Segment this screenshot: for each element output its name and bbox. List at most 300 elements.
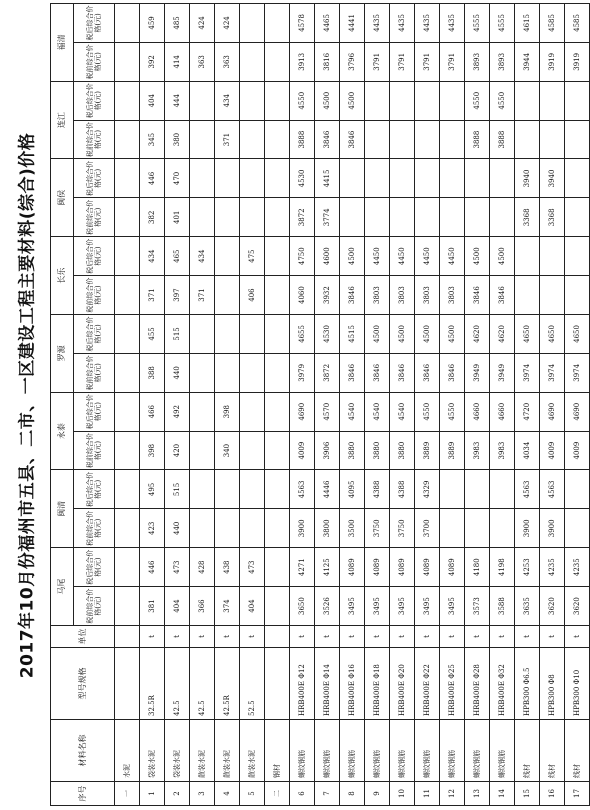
- posttax-price: 4530: [315, 315, 340, 354]
- pretax-price: [215, 198, 240, 237]
- posttax-price: 424: [190, 4, 215, 43]
- pretax-price: [490, 198, 515, 237]
- unit-cell: t: [315, 626, 340, 648]
- pretax-price: [440, 120, 465, 159]
- posttax-price: [515, 237, 540, 276]
- empty-cell: [265, 648, 290, 720]
- header-region: 罗源: [51, 315, 74, 393]
- unit-cell: t: [140, 626, 165, 648]
- posttax-price: 4690: [540, 392, 565, 431]
- spec-cell: 42.5: [165, 648, 190, 720]
- pretax-price: [240, 509, 265, 548]
- posttax-price: 4450: [415, 237, 440, 276]
- pretax-price: 3974: [540, 353, 565, 392]
- unit-cell: t: [240, 626, 265, 648]
- posttax-price: 4198: [490, 548, 515, 587]
- posttax-price: 4500: [490, 237, 515, 276]
- pretax-price: 3846: [440, 353, 465, 392]
- pretax-price: 345: [140, 120, 165, 159]
- posttax-price: [440, 470, 465, 509]
- posttax-price: 485: [165, 4, 190, 43]
- posttax-price: 4180: [465, 548, 490, 587]
- pretax-price: 381: [140, 587, 165, 626]
- pretax-price: [340, 198, 365, 237]
- posttax-price: [190, 81, 215, 120]
- page-title-container: [10, 0, 40, 810]
- empty-cell: [115, 159, 140, 198]
- empty-cell: [115, 315, 140, 354]
- posttax-price: [190, 392, 215, 431]
- pretax-price: 388: [140, 353, 165, 392]
- pretax-price: 401: [165, 198, 190, 237]
- unit-cell: t: [340, 626, 365, 648]
- posttax-price: 455: [140, 315, 165, 354]
- posttax-price: 4585: [540, 4, 565, 43]
- posttax-price: [415, 159, 440, 198]
- posttax-price: [565, 81, 590, 120]
- header-region: 长乐: [51, 237, 74, 315]
- table-row: [515, 4, 540, 806]
- material-name: 螺纹钢筋: [340, 720, 365, 782]
- pretax-price: [190, 198, 215, 237]
- unit-cell: t: [165, 626, 190, 648]
- header-pretax: 税前综合价格(元): [74, 42, 115, 81]
- spec-cell: 52.5: [240, 648, 265, 720]
- posttax-price: 4500: [365, 315, 390, 354]
- posttax-price: [365, 159, 390, 198]
- pretax-price: [440, 509, 465, 548]
- posttax-price: 4550: [465, 81, 490, 120]
- posttax-price: [240, 392, 265, 431]
- header-region: 永泰: [51, 392, 74, 470]
- posttax-price: [365, 81, 390, 120]
- posttax-price: 4585: [565, 4, 590, 43]
- posttax-price: 473: [165, 548, 190, 587]
- row-seq: 10: [390, 782, 415, 806]
- spec-cell: HRB400E Φ16: [340, 648, 365, 720]
- posttax-price: [440, 81, 465, 120]
- row-seq: 4: [215, 782, 240, 806]
- pretax-price: [415, 120, 440, 159]
- section-row: [115, 4, 140, 806]
- pretax-price: [415, 198, 440, 237]
- posttax-price: 4615: [515, 4, 540, 43]
- table-row: [140, 4, 165, 806]
- material-name: 螺纹钢筋: [290, 720, 315, 782]
- empty-cell: [115, 626, 140, 648]
- pretax-price: 3888: [465, 120, 490, 159]
- empty-cell: [265, 509, 290, 548]
- pretax-price: 3932: [315, 276, 340, 315]
- unit-cell: t: [490, 626, 515, 648]
- material-name: 散装水泥: [240, 720, 265, 782]
- posttax-price: 4500: [315, 81, 340, 120]
- pretax-price: [390, 198, 415, 237]
- header-posttax: 税后综合价格(元): [74, 470, 115, 509]
- pretax-price: 3983: [490, 431, 515, 470]
- pretax-price: 4060: [290, 276, 315, 315]
- posttax-price: 4550: [415, 392, 440, 431]
- posttax-price: 4550: [490, 81, 515, 120]
- pretax-price: 3846: [415, 353, 440, 392]
- header-posttax: 税后综合价格(元): [74, 315, 115, 354]
- posttax-price: 459: [140, 4, 165, 43]
- material-name: 螺纹钢筋: [490, 720, 515, 782]
- table-row: [365, 4, 390, 806]
- section-name: 钢材: [265, 720, 290, 782]
- posttax-price: 466: [140, 392, 165, 431]
- unit-cell: t: [290, 626, 315, 648]
- posttax-price: [240, 81, 265, 120]
- posttax-price: 4089: [340, 548, 365, 587]
- pretax-price: 3526: [315, 587, 340, 626]
- posttax-price: [540, 81, 565, 120]
- pretax-price: [240, 42, 265, 81]
- posttax-price: [490, 159, 515, 198]
- header-posttax: 税后综合价格(元): [74, 392, 115, 431]
- pretax-price: 3893: [465, 42, 490, 81]
- header-pretax: 税前综合价格(元): [74, 431, 115, 470]
- empty-cell: [265, 315, 290, 354]
- header-material: 材料名称: [51, 720, 115, 782]
- pretax-price: [190, 509, 215, 548]
- posttax-price: [240, 4, 265, 43]
- posttax-price: [215, 237, 240, 276]
- pretax-price: 404: [165, 587, 190, 626]
- header-spec: 型号规格: [51, 648, 115, 720]
- header-pretax: 税前综合价格(元): [74, 276, 115, 315]
- empty-cell: [115, 431, 140, 470]
- table-header: [51, 4, 115, 806]
- header-region: 闽侯: [51, 159, 74, 237]
- pretax-price: 3974: [515, 353, 540, 392]
- section-name: 水泥: [115, 720, 140, 782]
- pretax-price: [215, 353, 240, 392]
- pretax-price: 398: [140, 431, 165, 470]
- pretax-price: 3635: [515, 587, 540, 626]
- empty-cell: [115, 4, 140, 43]
- pretax-price: 3700: [415, 509, 440, 548]
- material-name: 螺纹钢筋: [415, 720, 440, 782]
- header-pretax: 税前综合价格(元): [74, 353, 115, 392]
- row-seq: 3: [190, 782, 215, 806]
- header-pretax: 税前综合价格(元): [74, 587, 115, 626]
- posttax-price: 4650: [565, 315, 590, 354]
- spec-cell: 32.5R: [140, 648, 165, 720]
- pretax-price: 3888: [290, 120, 315, 159]
- empty-cell: [115, 392, 140, 431]
- posttax-price: 4235: [565, 548, 590, 587]
- posttax-price: 492: [165, 392, 190, 431]
- spec-cell: 42.5R: [215, 648, 240, 720]
- posttax-price: [190, 470, 215, 509]
- empty-cell: [115, 648, 140, 720]
- posttax-price: 4089: [440, 548, 465, 587]
- row-seq: 1: [140, 782, 165, 806]
- table-row: [390, 4, 415, 806]
- posttax-price: 4515: [340, 315, 365, 354]
- table-row: [540, 4, 565, 806]
- row-seq: 2: [165, 782, 190, 806]
- table-row: [290, 4, 315, 806]
- posttax-price: 4555: [490, 4, 515, 43]
- empty-cell: [115, 509, 140, 548]
- posttax-price: 4550: [290, 81, 315, 120]
- pretax-price: [215, 276, 240, 315]
- posttax-price: 4446: [315, 470, 340, 509]
- header-pretax: 税前综合价格(元): [74, 198, 115, 237]
- posttax-price: 515: [165, 470, 190, 509]
- header-posttax: 税后综合价格(元): [74, 81, 115, 120]
- material-name: 线材: [540, 720, 565, 782]
- pretax-price: 3791: [415, 42, 440, 81]
- empty-cell: [265, 198, 290, 237]
- posttax-price: 465: [165, 237, 190, 276]
- header-region: 马尾: [51, 548, 74, 626]
- empty-cell: [265, 81, 290, 120]
- empty-cell: [115, 276, 140, 315]
- posttax-price: [215, 470, 240, 509]
- posttax-price: 4540: [340, 392, 365, 431]
- posttax-price: [565, 159, 590, 198]
- posttax-price: 4435: [365, 4, 390, 43]
- empty-cell: [265, 431, 290, 470]
- pretax-price: 3889: [440, 431, 465, 470]
- pretax-price: [190, 431, 215, 470]
- posttax-price: 4415: [315, 159, 340, 198]
- pretax-price: [490, 509, 515, 548]
- pretax-price: 3816: [315, 42, 340, 81]
- pretax-price: 392: [140, 42, 165, 81]
- posttax-price: [390, 81, 415, 120]
- pretax-price: 3919: [540, 42, 565, 81]
- empty-cell: [265, 353, 290, 392]
- header-posttax: 税后综合价格(元): [74, 237, 115, 276]
- pretax-price: [565, 120, 590, 159]
- posttax-price: 4500: [390, 315, 415, 354]
- pretax-price: 440: [165, 353, 190, 392]
- pretax-price: [465, 509, 490, 548]
- pretax-price: 3906: [315, 431, 340, 470]
- posttax-price: 4750: [290, 237, 315, 276]
- header-pretax: 税前综合价格(元): [74, 509, 115, 548]
- pretax-price: 420: [165, 431, 190, 470]
- pretax-price: 3846: [340, 120, 365, 159]
- posttax-price: 434: [190, 237, 215, 276]
- table-row: [465, 4, 490, 806]
- pretax-price: [565, 509, 590, 548]
- pretax-price: 406: [240, 276, 265, 315]
- empty-cell: [265, 392, 290, 431]
- posttax-price: 428: [190, 548, 215, 587]
- row-seq: 一: [115, 782, 140, 806]
- empty-cell: [265, 159, 290, 198]
- material-name: 螺纹钢筋: [315, 720, 340, 782]
- pretax-price: 3791: [440, 42, 465, 81]
- posttax-price: 444: [165, 81, 190, 120]
- posttax-price: 446: [140, 548, 165, 587]
- pretax-price: 3573: [465, 587, 490, 626]
- posttax-price: 4720: [515, 392, 540, 431]
- unit-cell: t: [390, 626, 415, 648]
- posttax-price: [340, 159, 365, 198]
- section-row: [265, 4, 290, 806]
- material-name: 螺纹钢筋: [465, 720, 490, 782]
- pretax-price: 3846: [365, 353, 390, 392]
- pretax-price: 3803: [415, 276, 440, 315]
- table-row: [565, 4, 590, 806]
- pretax-price: 340: [215, 431, 240, 470]
- header-region: 连江: [51, 81, 74, 159]
- posttax-price: [415, 81, 440, 120]
- posttax-price: 434: [140, 237, 165, 276]
- posttax-price: 4441: [340, 4, 365, 43]
- price-table: [50, 3, 590, 806]
- pretax-price: 4009: [540, 431, 565, 470]
- row-seq: 11: [415, 782, 440, 806]
- row-seq: 13: [465, 782, 490, 806]
- spec-cell: HRB400E Φ20: [390, 648, 415, 720]
- pretax-price: 3880: [365, 431, 390, 470]
- posttax-price: 495: [140, 470, 165, 509]
- row-seq: 16: [540, 782, 565, 806]
- empty-cell: [265, 237, 290, 276]
- empty-cell: [265, 4, 290, 43]
- pretax-price: 380: [165, 120, 190, 159]
- pretax-price: 3368: [515, 198, 540, 237]
- pretax-price: 3974: [565, 353, 590, 392]
- material-name: 散装水泥: [215, 720, 240, 782]
- table-row: [340, 4, 365, 806]
- pretax-price: 3803: [365, 276, 390, 315]
- posttax-price: 4125: [315, 548, 340, 587]
- posttax-price: [190, 159, 215, 198]
- empty-cell: [265, 42, 290, 81]
- posttax-price: 424: [215, 4, 240, 43]
- table-row: [490, 4, 515, 806]
- pretax-price: 3846: [340, 353, 365, 392]
- pretax-price: 3800: [315, 509, 340, 548]
- unit-cell: t: [465, 626, 490, 648]
- pretax-price: 404: [240, 587, 265, 626]
- unit-cell: t: [365, 626, 390, 648]
- pretax-price: 3650: [290, 587, 315, 626]
- pretax-price: 423: [140, 509, 165, 548]
- posttax-price: 4650: [540, 315, 565, 354]
- posttax-price: [240, 470, 265, 509]
- empty-cell: [265, 276, 290, 315]
- unit-cell: t: [565, 626, 590, 648]
- posttax-price: 4660: [465, 392, 490, 431]
- pretax-price: 382: [140, 198, 165, 237]
- pretax-price: [240, 353, 265, 392]
- posttax-price: 4690: [290, 392, 315, 431]
- header-row-regions: [51, 4, 74, 806]
- pretax-price: 3846: [390, 353, 415, 392]
- pretax-price: 3803: [390, 276, 415, 315]
- posttax-price: [390, 159, 415, 198]
- posttax-price: 4500: [340, 237, 365, 276]
- pretax-price: [240, 431, 265, 470]
- row-seq: 9: [365, 782, 390, 806]
- material-name: 线材: [565, 720, 590, 782]
- material-name: 螺纹钢筋: [440, 720, 465, 782]
- pretax-price: 3944: [515, 42, 540, 81]
- pretax-price: [440, 198, 465, 237]
- pretax-price: [190, 120, 215, 159]
- posttax-price: 4089: [365, 548, 390, 587]
- pretax-price: 3979: [290, 353, 315, 392]
- empty-cell: [115, 470, 140, 509]
- posttax-price: 515: [165, 315, 190, 354]
- pretax-price: 3750: [390, 509, 415, 548]
- posttax-price: [565, 237, 590, 276]
- table-row: [440, 4, 465, 806]
- pretax-price: 374: [215, 587, 240, 626]
- material-name: 散装水泥: [190, 720, 215, 782]
- pretax-price: [565, 198, 590, 237]
- pretax-price: [190, 353, 215, 392]
- posttax-price: 4660: [490, 392, 515, 431]
- posttax-price: 4329: [415, 470, 440, 509]
- pretax-price: [515, 120, 540, 159]
- posttax-price: 4271: [290, 548, 315, 587]
- posttax-price: 470: [165, 159, 190, 198]
- posttax-price: 4600: [315, 237, 340, 276]
- pretax-price: 3774: [315, 198, 340, 237]
- pretax-price: [540, 120, 565, 159]
- pretax-price: 3846: [465, 276, 490, 315]
- table-row: [240, 4, 265, 806]
- pretax-price: 4034: [515, 431, 540, 470]
- pretax-price: 363: [190, 42, 215, 81]
- spec-cell: HRB400E Φ22: [415, 648, 440, 720]
- pretax-price: 3495: [440, 587, 465, 626]
- empty-cell: [265, 120, 290, 159]
- material-name: 袋装水泥: [165, 720, 190, 782]
- pretax-price: 3791: [365, 42, 390, 81]
- table-row: [165, 4, 190, 806]
- pretax-price: 371: [140, 276, 165, 315]
- posttax-price: 4563: [515, 470, 540, 509]
- table-row: [190, 4, 215, 806]
- empty-cell: [265, 626, 290, 648]
- pretax-price: 3846: [340, 276, 365, 315]
- unit-cell: t: [540, 626, 565, 648]
- unit-cell: t: [515, 626, 540, 648]
- posttax-price: 4500: [340, 81, 365, 120]
- posttax-price: 4550: [440, 392, 465, 431]
- posttax-price: 434: [215, 81, 240, 120]
- pretax-price: 3495: [365, 587, 390, 626]
- pretax-price: 3893: [490, 42, 515, 81]
- posttax-price: 4388: [365, 470, 390, 509]
- pretax-price: 414: [165, 42, 190, 81]
- posttax-price: 475: [240, 237, 265, 276]
- material-name: 袋装水泥: [140, 720, 165, 782]
- posttax-price: 4555: [465, 4, 490, 43]
- row-seq: 15: [515, 782, 540, 806]
- pretax-price: [365, 198, 390, 237]
- header-region: 闽清: [51, 470, 74, 548]
- pretax-price: [365, 120, 390, 159]
- posttax-price: 398: [215, 392, 240, 431]
- pretax-price: 3495: [340, 587, 365, 626]
- pretax-price: 440: [165, 509, 190, 548]
- posttax-price: 4095: [340, 470, 365, 509]
- pretax-price: 3846: [490, 276, 515, 315]
- table-row: [415, 4, 440, 806]
